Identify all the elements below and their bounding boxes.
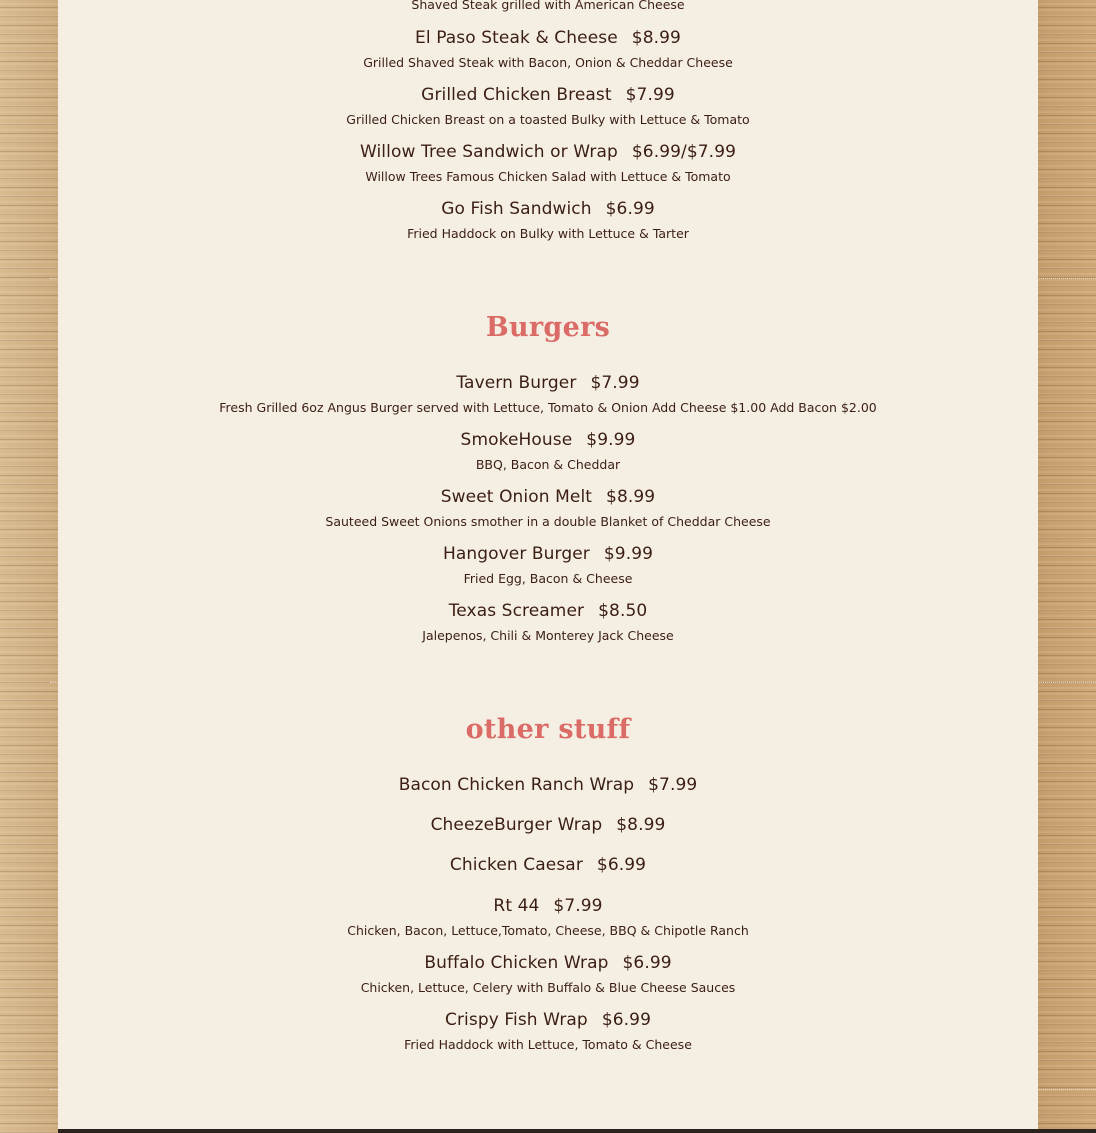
menu-item-description: Jalepenos, Chili & Monterey Jack Cheese — [422, 628, 674, 643]
menu-item-name: Texas Screamer — [448, 601, 585, 621]
menu-item-title — [58, 775, 1038, 795]
menu-item-name: Chicken Caesar — [449, 855, 583, 875]
menu-item-price: $6.99 — [622, 953, 672, 973]
menu-item-description: Grilled Chicken Breast on a toasted Bulky with Lettuce & Tomato — [346, 112, 750, 127]
menu-item-price: $7.99 — [625, 85, 675, 105]
menu-item-name: Willow Tree Sandwich or Wrap — [359, 142, 618, 162]
menu-item-name: El Paso Steak & Cheese — [415, 28, 618, 48]
menu-item-price: $8.99 — [616, 815, 666, 835]
menu-item-description: Fried Egg, Bacon & Cheese — [463, 571, 633, 586]
section-heading-other-stuff: other stuff — [465, 714, 631, 745]
menu-item-title — [58, 896, 1038, 916]
menu-item-title — [58, 487, 1038, 507]
menu-item-title — [58, 1010, 1038, 1030]
menu-item-title — [58, 373, 1038, 393]
menu-item-description: Sauteed Sweet Onions smother in a double Blanket of Cheddar Cheese — [325, 514, 771, 529]
menu-item-name: Grilled Chicken Breast — [421, 85, 612, 105]
menu-item-title — [58, 855, 1038, 875]
menu-item-description: Chicken, Lettuce, Celery with Buffalo & Blue Cheese Sauces — [360, 980, 736, 995]
menu-item-price: $6.99 — [596, 855, 647, 875]
menu-item-description: Willow Trees Famous Chicken Salad with Lettuce & Tomato — [365, 169, 731, 184]
menu-item-price: $8.50 — [598, 601, 648, 621]
menu-item-title — [58, 142, 1038, 162]
menu-item-title — [58, 601, 1038, 621]
menu-item-price: $9.99 — [603, 544, 654, 564]
menu-panel — [58, 0, 1038, 1133]
menu-item-name: Go Fish Sandwich — [441, 199, 592, 219]
menu-item-description: Shaved Steak grilled with American Cheese — [411, 0, 685, 12]
menu-item-name: Bacon Chicken Ranch Wrap — [398, 775, 635, 795]
menu-item-description: Grilled Shaved Steak with Bacon, Onion & Cheddar Cheese — [363, 55, 733, 70]
menu-item-name: Tavern Burger — [456, 373, 577, 393]
menu-item-price: $7.99 — [553, 896, 603, 916]
menu-item-name: Buffalo Chicken Wrap — [424, 953, 609, 973]
menu-item-price: $8.99 — [631, 28, 681, 48]
menu-item-price: $7.99 — [590, 373, 640, 393]
menu-item-name: Rt 44 — [493, 896, 540, 916]
menu-item-description: Fried Haddock on Bulky with Lettuce & Tarter — [407, 226, 689, 241]
section-heading-burgers: Burgers — [485, 312, 611, 343]
menu-item-price: $9.99 — [586, 430, 636, 450]
menu-item-name: Sweet Onion Melt — [440, 487, 593, 507]
menu-item-name: CheezeBurger Wrap — [430, 815, 603, 835]
menu-item-title — [58, 544, 1038, 564]
menu-item-title — [58, 28, 1038, 48]
menu-item-title — [58, 430, 1038, 450]
menu-item-title — [58, 199, 1038, 219]
menu-item-name: Hangover Burger — [442, 544, 590, 564]
bottom-border-bar — [58, 1129, 1096, 1133]
menu-item-title — [58, 815, 1038, 835]
menu-item-price: $8.99 — [606, 487, 656, 507]
menu-item-price: $6.99/$7.99 — [631, 142, 737, 162]
menu-item-price: $7.99 — [648, 775, 698, 795]
menu-item-description: Fried Haddock with Lettuce, Tomato & Cheese — [404, 1037, 692, 1052]
menu-item-price: $6.99 — [605, 199, 655, 219]
menu-item-title — [58, 953, 1038, 973]
menu-item-title — [58, 85, 1038, 105]
menu-item-name: Crispy Fish Wrap — [444, 1010, 588, 1030]
menu-item-description: Chicken, Bacon, Lettuce,Tomato, Cheese, BBQ & Chipotle Ranch — [347, 923, 749, 938]
menu-item-description: Fresh Grilled 6oz Angus Burger served with Lettuce, Tomato & Onion Add Cheese $1.00 Add Bacon $2.00 — [219, 400, 877, 415]
menu-item-price: $6.99 — [601, 1010, 651, 1030]
menu-item-name: SmokeHouse — [460, 430, 573, 450]
menu-item-description: BBQ, Bacon & Cheddar — [475, 457, 621, 472]
